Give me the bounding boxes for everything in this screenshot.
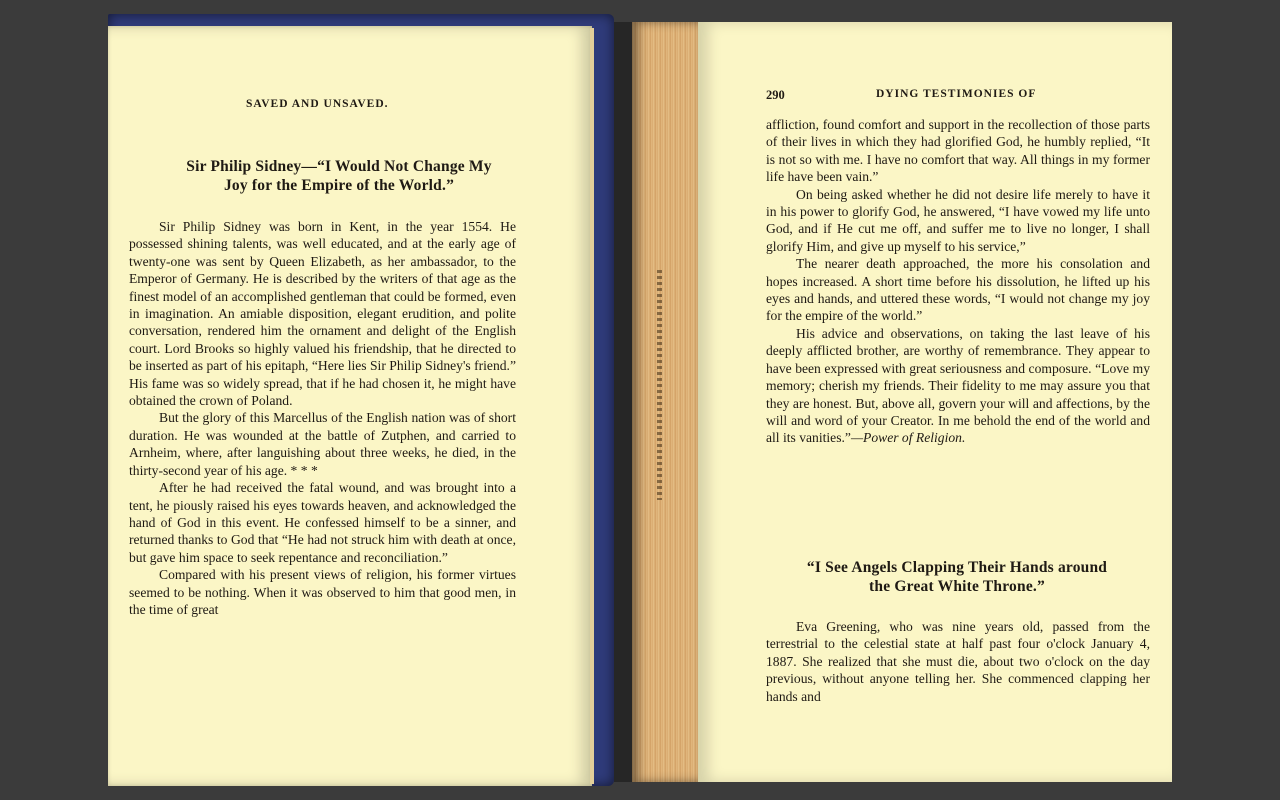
right-body-text (766, 116, 1150, 447)
right-running-head: DYING TESTIMONIES OF (876, 88, 1037, 100)
left-paragraph-2: But the glory of this Marcellus of the English nation was of short duration. He was wounded at the battle of Zutphen, and carried to Arnheim, where, after languishing about three weeks, he died, in the thirty-second year of his age. * * * (129, 410, 516, 478)
right-paragraph-1: affliction, found comfort and support in the recollection of those parts of their lives in which they had glorified God, he humbly replied, “It is not so with me. I have no comfort that way. All things in my former life have been vain.” (766, 117, 1150, 185)
left-page-edge (590, 28, 594, 784)
right-paragraph-2: On being asked whether he did not desire life merely to have it in his power to glorify God, he answered, “I have vowed my life unto God, and if He cut me off, and suffer me to live no longer, I shall glorify Him, and give up myself to his service,” (766, 186, 1150, 254)
left-paragraph-1: Sir Philip Sidney was born in Kent, in the year 1554. He possessed shining talents, was well educated, and at the early age of twenty-one was sent by Queen Elizabeth, as her ambassador, to the Emperor of Germany. He is described by the writers of that age as the finest model of an accomplished gentleman that could be formed, even in imagination. An amiable disposition, elegant erudition, and polite conversation, rendered him the ornament and delight of the English court. Lord Brooks so highly valued his friendship, that he directed to be inserted as part of his epitaph, “Here lies Sir Philip Sidney's friend.” His fame was so widely spread, that if he had chosen it, he might have obtained the crown of Poland. (129, 219, 516, 409)
source-citation: —Power of Religion. (850, 430, 966, 446)
left-paragraph-3: After he had received the fatal wound, and was brought into a tent, he piously raised his eyes towards heaven, and acknowledged the hand of God in this event. He confessed himself to be a sinner, and returned thanks to God that “He had not struck him with death at once, but gave him space to seek repentance and reconciliation.” (129, 480, 516, 565)
chapter-title (128, 157, 550, 195)
right-paragraph-4-text: His advice and observations, on taking the last leave of his deeply afflicted brother, are worthy of remembrance. They appear to have been expressed with great seriousness and composure. “Love my memory; cherish my friends. Their fidelity to me may assure you that they are honest. But, above all, govern your will and affections, by the will and word of your Creator. In me behold the end of the world and all its vanities.” (766, 325, 1150, 446)
section-title (760, 558, 1154, 596)
right-paragraph-4 (766, 325, 1150, 447)
right-paragraph-3: The nearer death approached, the more his consolation and hopes increased. A short time before his dissolution, he lifted up his eyes and hands, and uttered these words, “I would not change my joy for the empire of the world.” (766, 256, 1150, 324)
section-title-line-1: “I See Angels Clapping Their Hands around (806, 559, 1108, 576)
page-stack-marking (650, 270, 668, 520)
left-page (108, 26, 592, 786)
page-number: 290 (766, 88, 785, 102)
right-page (698, 22, 1172, 782)
left-running-head: SAVED AND UNSAVED. (246, 98, 389, 110)
left-body-text (129, 218, 516, 618)
chapter-title-line-2: Joy for the Empire of the World.” (223, 177, 455, 194)
section-body-text (766, 618, 1150, 705)
left-paragraph-4: Compared with his present views of religion, his former virtues seemed to be nothing. When it was observed to him that good men, in the time of great (129, 567, 516, 617)
section-paragraph: Eva Greening, who was nine years old, passed from the terrestrial to the celestial state at half past four o'clock January 4, 1887. She realized that she must die, about two o'clock on the day previous, without anyone telling her. She commenced clapping her hands and (766, 619, 1150, 704)
section-title-line-2: the Great White Throne.” (869, 578, 1045, 595)
chapter-title-line-1: Sir Philip Sidney—“I Would Not Change My (186, 158, 492, 175)
book-spine (614, 22, 634, 782)
